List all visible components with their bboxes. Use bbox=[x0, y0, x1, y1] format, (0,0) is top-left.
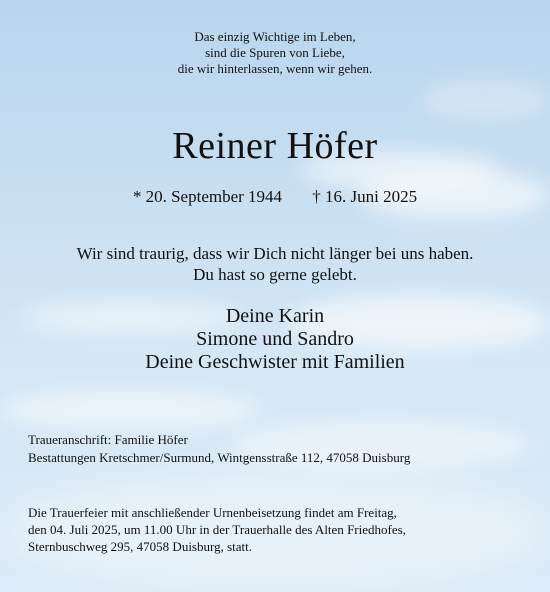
quote-line: Das einzig Wichtige im Leben, bbox=[194, 29, 356, 44]
quote-line: sind die Spuren von Liebe, bbox=[205, 45, 345, 60]
ceremony-details bbox=[28, 504, 406, 555]
cloud bbox=[0, 390, 260, 430]
ceremony-line: Die Trauerfeier mit anschließender Urnenbeisetzung findet am Freitag, bbox=[28, 505, 397, 520]
ceremony-line: Sternbuschweg 295, 47058 Duisburg, statt. bbox=[28, 539, 252, 554]
address-line: Traueranschrift: Familie Höfer bbox=[28, 432, 188, 447]
address-line: Bestattungen Kretschmer/Surmund, Wintgensstraße 112, 47058 Duisburg bbox=[28, 450, 411, 465]
mourning-line: Wir sind traurig, dass wir Dich nicht länger bei uns haben. bbox=[76, 244, 474, 263]
family-signatures bbox=[0, 305, 550, 374]
family-line: Simone und Sandro bbox=[196, 328, 354, 350]
family-line: Deine Karin bbox=[225, 305, 325, 327]
family-line: Deine Geschwister mit Familien bbox=[145, 351, 405, 373]
deceased-name: Reiner Höfer bbox=[172, 125, 378, 167]
quote-line: die wir hinterlassen, wenn wir gehen. bbox=[177, 61, 373, 76]
cloud bbox=[420, 80, 550, 120]
ceremony-line: den 04. Juli 2025, um 11.00 Uhr in der Trauerhalle des Alten Friedhofes, bbox=[28, 522, 406, 537]
opening-quote bbox=[0, 29, 550, 77]
death-date: † 16. Juni 2025 bbox=[312, 187, 418, 206]
mourning-text bbox=[0, 243, 550, 285]
mourning-address bbox=[28, 431, 410, 467]
life-dates bbox=[0, 186, 550, 208]
mourning-line: Du hast so gerne gelebt. bbox=[193, 265, 357, 284]
birth-date: * 20. September 1944 bbox=[132, 187, 283, 206]
